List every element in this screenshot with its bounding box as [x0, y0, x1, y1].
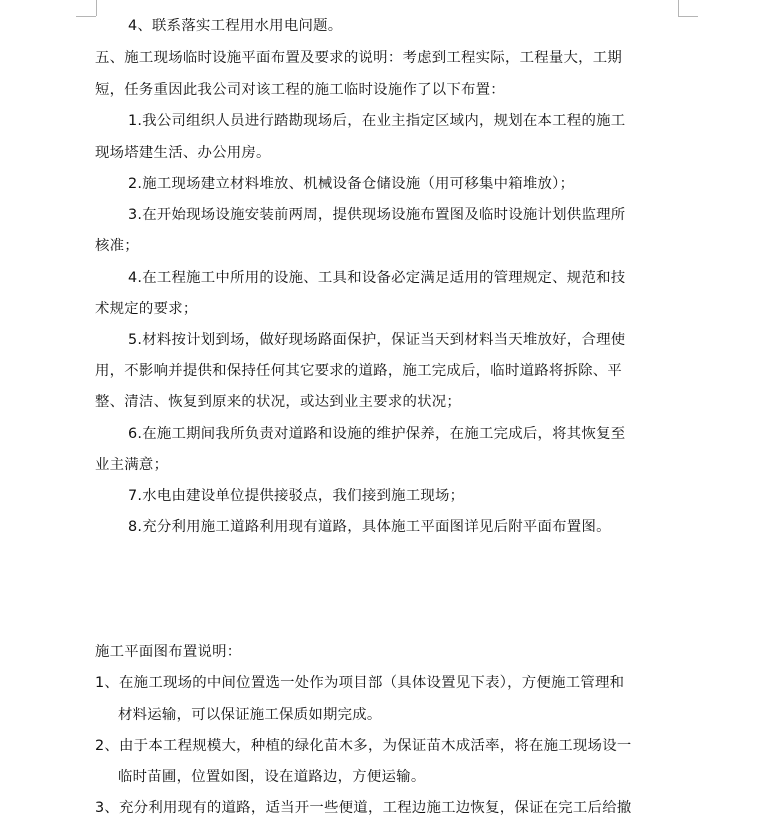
margin-corner-mark [96, 0, 97, 16]
paragraph-line: 五、施工现场临时设施平面布置及要求的说明：考虑到工程实际，工程量大，工期 [95, 50, 623, 66]
paragraph-line: 8.充分利用施工道路利用现有道路，具体施工平面图详见后附平面布置图。 [128, 519, 611, 535]
paragraph-line: 4、联系落实工程用水用电问题。 [128, 18, 343, 34]
list-item-continuation: 临时苗圃，位置如图，设在道路边，方便运输。 [118, 769, 426, 785]
paragraph-line: 短，任务重因此我公司对该工程的施工临时设施作了以下布置： [95, 82, 505, 98]
paragraph-line: 整、清洁、恢复到原来的状况，或达到业主要求的状况； [95, 394, 462, 410]
paragraph-line: 业主满意； [95, 457, 169, 473]
paragraph-line: 7.水电由建设单位提供接驳点，我们接到施工现场； [128, 488, 465, 504]
list-item: 3、充分利用现有的道路，适当开一些便道，工程边施工边恢复，保证在完工后给撤 [95, 800, 632, 816]
list-item-continuation: 材料运输，可以保证施工保质如期完成。 [118, 707, 382, 723]
list-item: 1、在施工现场的中间位置选一处作为项目部（具体设置见下表），方便施工管理和 [95, 675, 625, 691]
paragraph-line: 术规定的要求； [95, 301, 198, 317]
paragraph-line: 3.在开始现场设施安装前两周，提供现场设施布置图及临时设施计划供监理所 [128, 207, 626, 223]
paragraph-line: 2.施工现场建立材料堆放、机械设备仓储设施（用可移集中箱堆放）； [128, 176, 575, 192]
paragraph-line: 5.材料按计划到场，做好现场路面保护，保证当天到材料当天堆放好，合理使 [128, 332, 626, 348]
section-heading: 施工平面图布置说明： [95, 644, 242, 660]
list-item: 2、由于本工程规模大，种植的绿化苗木多，为保证苗木成活率，将在施工现场设一 [95, 738, 632, 754]
paragraph-line: 1.我公司组织人员进行踏勘现场后，在业主指定区域内，规划在本工程的施工 [128, 113, 626, 129]
margin-corner-mark [76, 16, 96, 17]
paragraph-line: 核准； [95, 238, 139, 254]
paragraph-line: 6.在施工期间我所负责对道路和设施的维护保养，在施工完成后，将其恢复至 [128, 426, 626, 442]
margin-corner-mark [678, 0, 679, 16]
paragraph-line: 4.在工程施工中所用的设施、工具和设备必定满足适用的管理规定、规范和技 [128, 270, 626, 286]
paragraph-line: 用，不影响并提供和保持任何其它要求的道路，施工完成后，临时道路将拆除、平 [95, 363, 623, 379]
paragraph-line: 现场塔建生活、办公用房。 [95, 145, 271, 161]
